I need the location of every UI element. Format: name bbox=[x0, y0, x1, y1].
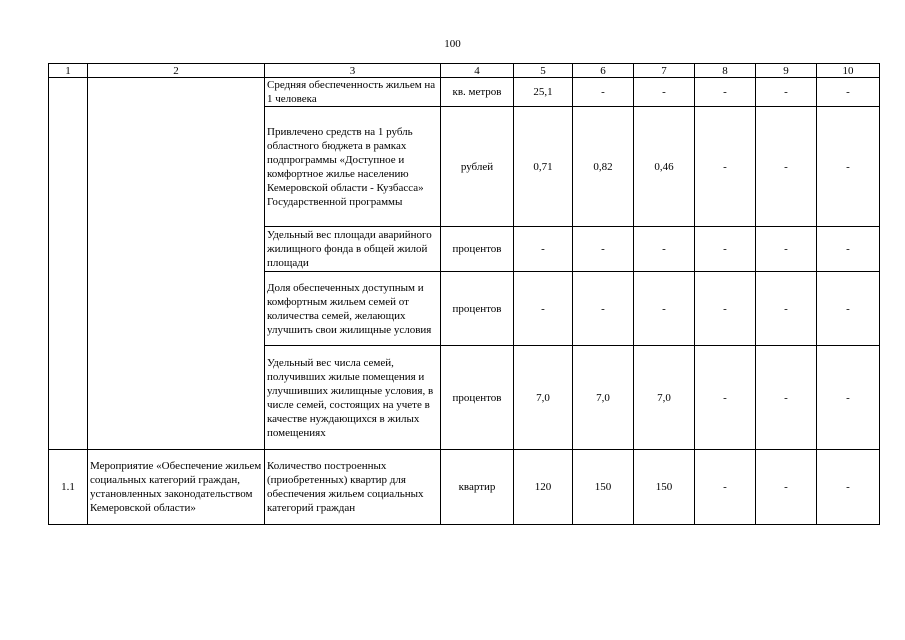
value-cell: - bbox=[817, 78, 880, 107]
column-number: 2 bbox=[88, 64, 265, 78]
table-row bbox=[49, 78, 880, 107]
value-cell: 25,1 bbox=[514, 78, 573, 107]
value-cell: 0,46 bbox=[634, 107, 695, 227]
value-cell: - bbox=[817, 227, 880, 272]
value-cell: - bbox=[695, 450, 756, 525]
activity-cell: Мероприятие «Обеспечение жильем социальных категорий граждан, установленных законодательством Кемеровской области» bbox=[88, 450, 265, 525]
value-cell: 7,0 bbox=[514, 346, 573, 450]
indicator-cell: Привлечено средств на 1 рубль областного бюджета в рамках подпрограммы «Доступное и комфортное жилье населению Кемеровской области - Кузбасса» Государственной программы bbox=[265, 107, 441, 227]
value-cell: - bbox=[817, 346, 880, 450]
indicator-cell: Доля обеспеченных доступным и комфортным жильем семей от количества семей, желающих улучшить свои жилищные условия bbox=[265, 272, 441, 346]
indicators-table bbox=[48, 63, 880, 525]
indicator-cell: Удельный вес площади аварийного жилищного фонда в общей жилой площади bbox=[265, 227, 441, 272]
column-number: 3 bbox=[265, 64, 441, 78]
table-row bbox=[49, 450, 880, 525]
column-number: 4 bbox=[441, 64, 514, 78]
value-cell: - bbox=[756, 272, 817, 346]
value-cell: - bbox=[573, 227, 634, 272]
value-cell: - bbox=[817, 450, 880, 525]
page-number: 100 bbox=[444, 38, 461, 50]
column-number: 8 bbox=[695, 64, 756, 78]
unit-cell: квартир bbox=[441, 450, 514, 525]
value-cell: 150 bbox=[573, 450, 634, 525]
value-cell: 7,0 bbox=[573, 346, 634, 450]
indicator-cell: Количество построенных (приобретенных) квартир для обеспечения жильем социальных категорий граждан bbox=[265, 450, 441, 525]
unit-cell: процентов bbox=[441, 227, 514, 272]
value-cell: - bbox=[514, 272, 573, 346]
item-number-cell bbox=[49, 78, 88, 450]
value-cell: 0,71 bbox=[514, 107, 573, 227]
item-number-cell: 1.1 bbox=[49, 450, 88, 525]
value-cell: - bbox=[634, 227, 695, 272]
value-cell: - bbox=[756, 227, 817, 272]
table-header-row bbox=[49, 64, 880, 78]
value-cell: - bbox=[756, 450, 817, 525]
value-cell: - bbox=[817, 107, 880, 227]
value-cell: 120 bbox=[514, 450, 573, 525]
value-cell: - bbox=[634, 272, 695, 346]
value-cell: - bbox=[634, 78, 695, 107]
unit-cell: процентов bbox=[441, 272, 514, 346]
value-cell: 150 bbox=[634, 450, 695, 525]
unit-cell: процентов bbox=[441, 346, 514, 450]
column-number: 9 bbox=[756, 64, 817, 78]
column-number: 6 bbox=[573, 64, 634, 78]
indicator-cell: Удельный вес числа семей, получивших жилые помещения и улучшивших жилищные условия, в числе семей, состоящих на учете в качестве нуждающихся в жилых помещениях bbox=[265, 346, 441, 450]
value-cell: - bbox=[756, 107, 817, 227]
value-cell: - bbox=[817, 272, 880, 346]
value-cell: - bbox=[756, 346, 817, 450]
value-cell: - bbox=[514, 227, 573, 272]
column-number: 10 bbox=[817, 64, 880, 78]
value-cell: - bbox=[756, 78, 817, 107]
value-cell: 7,0 bbox=[634, 346, 695, 450]
unit-cell: рублей bbox=[441, 107, 514, 227]
column-number: 5 bbox=[514, 64, 573, 78]
value-cell: - bbox=[695, 346, 756, 450]
value-cell: - bbox=[573, 78, 634, 107]
activity-cell bbox=[88, 78, 265, 450]
value-cell: - bbox=[695, 227, 756, 272]
value-cell: 0,82 bbox=[573, 107, 634, 227]
column-number: 1 bbox=[49, 64, 88, 78]
indicator-cell: Средняя обеспеченность жильем на 1 человека bbox=[265, 78, 441, 107]
unit-cell: кв. метров bbox=[441, 78, 514, 107]
value-cell: - bbox=[695, 78, 756, 107]
value-cell: - bbox=[695, 272, 756, 346]
value-cell: - bbox=[573, 272, 634, 346]
column-number: 7 bbox=[634, 64, 695, 78]
value-cell: - bbox=[695, 107, 756, 227]
